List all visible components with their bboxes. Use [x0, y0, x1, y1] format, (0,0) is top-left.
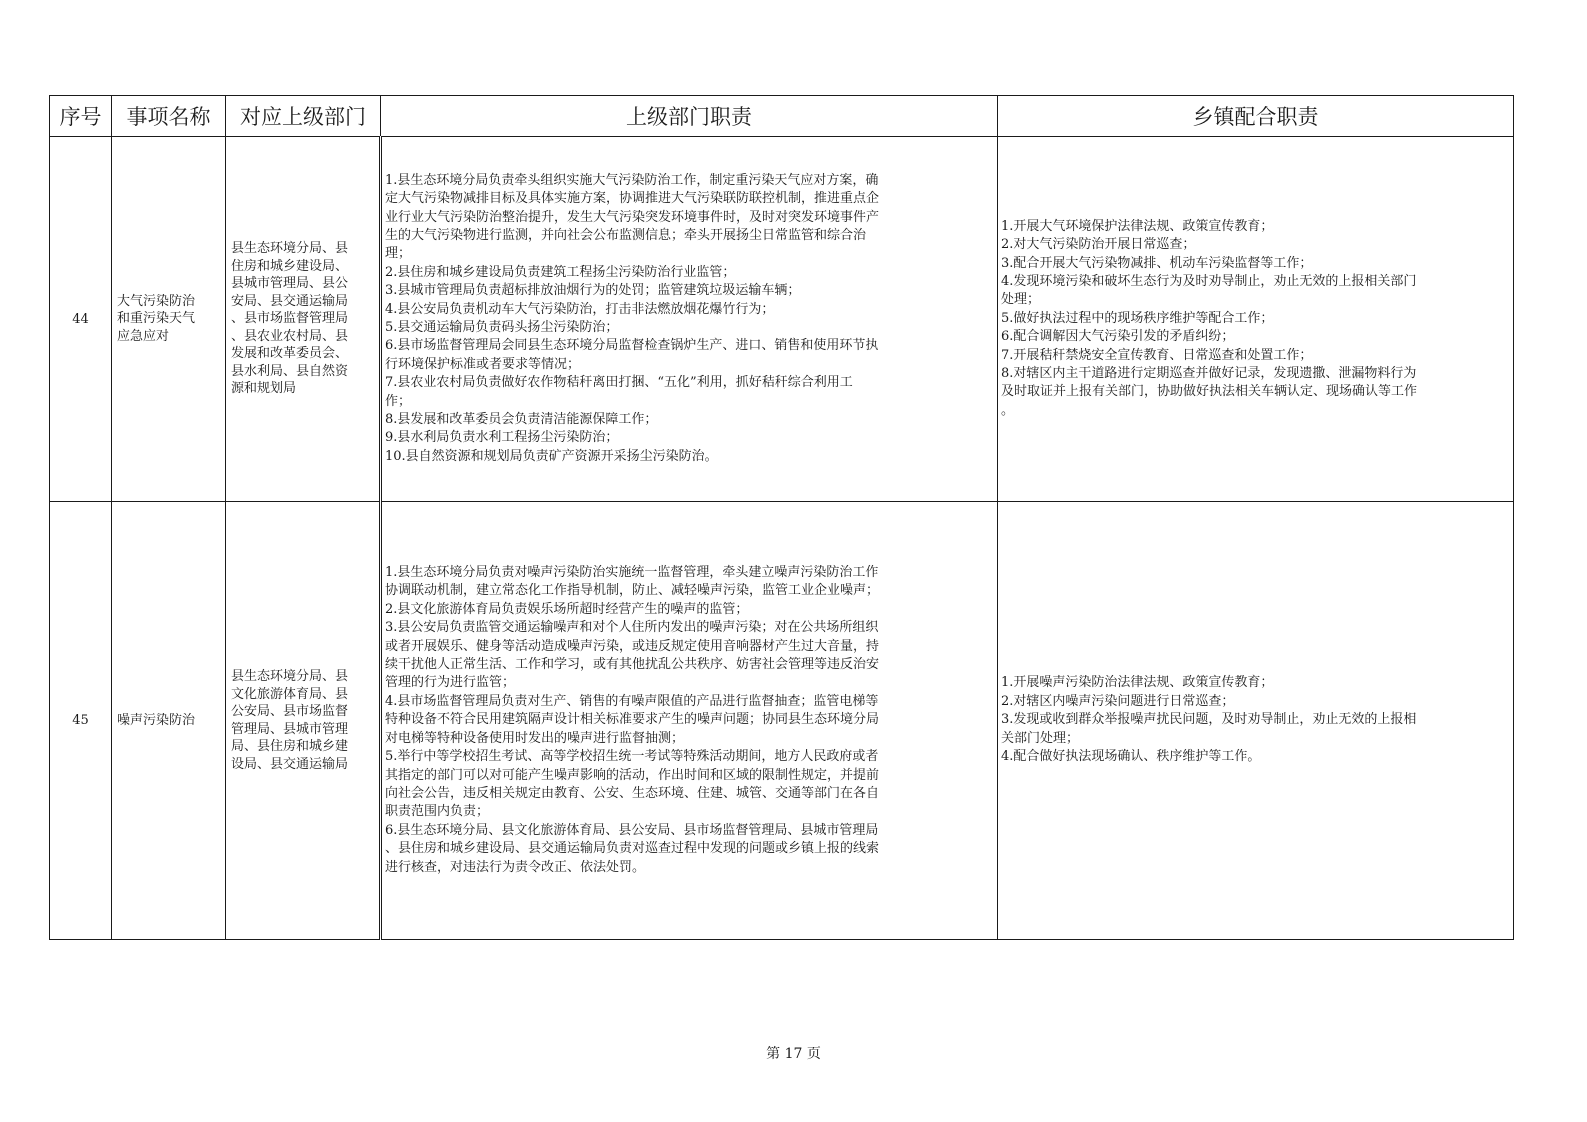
text-line: 文化旅游体育局、县 — [231, 686, 349, 702]
header-dept: 对应上级部门 — [226, 96, 381, 137]
text-line: 7.县农业农村局负责做好农作物秸秆离田打捆、“五化”利用，抓好秸秆综合利用工 — [385, 375, 853, 391]
text-line: 3.县公安局负责监管交通运输噪声和对个人住所内发出的噪声污染；对在公共场所组织 — [385, 620, 879, 636]
text-line: 。 — [1001, 402, 1015, 418]
text-line: 6.县市场监督管理局会同县生态环境分局监督检查锅炉生产、进口、销售和使用环节执 — [385, 338, 879, 354]
coop-text — [998, 674, 1513, 766]
text-line: 发展和改革委员会、 — [231, 346, 349, 362]
text-line: 职责范围内负责； — [385, 804, 490, 820]
text-line: 协调联动机制，建立常态化工作指导机制，防止、减轻噪声污染，监管工业企业噪声； — [385, 583, 880, 599]
responsibility-table — [49, 95, 1514, 940]
header-name: 事项名称 — [112, 96, 226, 137]
text-line: 县水利局、县自然资 — [231, 363, 349, 379]
text-line: 4.发现环境污染和破坏生态行为及时劝导制止，劝止无效的上报相关部门 — [1001, 273, 1417, 289]
text-line: 大气污染防治 — [117, 293, 196, 309]
header-coop: 乡镇配合职责 — [998, 96, 1514, 137]
text-line: 续干扰他人正常生活、工作和学习，或有其他扰乱公共秩序、妨害社会管理等违反治安 — [385, 657, 880, 673]
text-line: 噪声污染防治 — [117, 712, 196, 728]
text-line: 处理； — [1001, 292, 1041, 308]
text-line: 5.县交通运输局负责码头扬尘污染防治； — [385, 320, 619, 335]
text-line: 2.县文化旅游体育局负责娱乐场所超时经营产生的噪声的监管； — [385, 601, 749, 617]
text-line: 管理的行为进行监管； — [385, 675, 516, 691]
text-line: 特种设备不符合民用建筑隔声设计相关标准要求产生的噪声问题；协同县生态环境分局 — [385, 712, 880, 728]
text-line: 设局、县交通运输局 — [231, 756, 349, 772]
text-line: 对电梯等特种设备使用时发出的噪声进行监督抽测； — [385, 730, 685, 746]
text-line: 关部门处理； — [1001, 730, 1080, 746]
text-line: 1.县生态环境分局负责对噪声污染防治实施统一监督管理，牵头建立噪声污染防治工作 — [385, 565, 879, 581]
cell-coop — [998, 137, 1514, 502]
text-line: 6.县生态环境分局、县文化旅游体育局、县公安局、县市场监督管理局、县城市管理局 — [385, 822, 879, 838]
text-line: 3.配合开展大气污染物减排、机动车污染监督等工作； — [1001, 255, 1313, 271]
text-line: 县生态环境分局、县 — [231, 241, 349, 257]
cell-name — [112, 502, 226, 940]
text-line: 生的大气污染物进行监测，并向社会公布监测信息；牵头开展扬尘日常监管和综合治 — [385, 227, 867, 243]
table-row — [50, 502, 1514, 940]
text-line: 、县农业农村局、县 — [231, 328, 349, 344]
duty-text — [382, 564, 997, 877]
cell-duty — [381, 502, 998, 940]
cell-dept — [226, 137, 381, 502]
text-line: 业行业大气污染防治整治提升，发生大气污染突发环境事件时，及时对突发环境事件产 — [385, 209, 880, 225]
text-line: 、县住房和城乡建设局、县交通运输局负责对巡查过程中发现的问题或乡镇上报的线索 — [385, 841, 880, 857]
text-line: 2.对辖区内噪声污染问题进行日常巡查； — [1001, 693, 1235, 709]
text-line: 和重污染天气 — [117, 311, 196, 327]
cell-coop — [998, 502, 1514, 940]
text-line: 6.配合调解因大气污染引发的矛盾纠纷； — [1001, 329, 1235, 345]
text-line: 源和规划局 — [231, 381, 297, 397]
text-line: 3.县城市管理局负责超标排放油烟行为的处罚；监管建筑垃圾运输车辆； — [385, 283, 801, 299]
table-header — [50, 96, 1514, 137]
page-number: 第 17 页 — [766, 1046, 821, 1062]
text-line: 作； — [385, 393, 412, 409]
text-line: 4.配合做好执法现场确认、秩序维护等工作。 — [1001, 749, 1261, 765]
text-line: 8.对辖区内主干道路进行定期巡查并做好记录，发现遗撒、泄漏物料行为 — [1001, 366, 1417, 382]
text-line: 管理局、县城市管理 — [231, 721, 349, 737]
text-line: 其指定的部门可以对可能产生噪声影响的活动，作出时间和区域的限制性规定，并提前 — [385, 767, 880, 783]
text-line: 向社会公告，违反相关规定由教育、公安、生态环境、住建、城管、交通等部门在各自 — [385, 785, 880, 801]
table-row — [50, 137, 1514, 502]
text-line: 8.县发展和改革委员会负责清洁能源保障工作； — [385, 412, 658, 428]
text-line: 局、县住房和城乡建 — [231, 739, 349, 754]
text-line: 7.开展秸秆禁烧安全宣传教育、日常巡查和处置工作； — [1001, 347, 1313, 363]
text-line: 理； — [385, 246, 412, 262]
header-duty: 上级部门职责 — [381, 96, 998, 137]
duty-text — [382, 172, 997, 467]
text-line: 县生态环境分局、县 — [231, 669, 349, 684]
text-line: 进行核查，对违法行为责令改正、依法处罚。 — [385, 859, 646, 875]
text-line: 1.开展噪声污染防治法律法规、政策宣传教育； — [1001, 675, 1274, 691]
text-line: 安局、县交通运输局 — [231, 293, 349, 309]
text-line: 4.县市场监督管理局负责对生产、销售的有噪声限值的产品进行监督抽查；监管电梯等 — [385, 693, 879, 709]
text-line: 10.县自然资源和规划局负责矿产资源开采扬尘污染防治。 — [385, 448, 718, 464]
text-line: 1.县生态环境分局负责牵头组织实施大气污染防治工作，制定重污染天气应对方案，确 — [385, 172, 879, 188]
text-line: 、县市场监督管理局 — [231, 311, 349, 327]
text-line: 行环境保护标准或者要求等情况； — [385, 356, 581, 372]
text-line: 4.县公安局负责机动车大气污染防治，打击非法燃放烟花爆竹行为； — [385, 301, 775, 317]
cell-duty — [381, 137, 998, 502]
text-line: 或者开展娱乐、健身等活动造成噪声污染，或违反规定使用音响器材产生过大音量，持 — [385, 638, 880, 654]
text-line: 3.发现或收到群众举报噪声扰民问题，及时劝导制止，劝止无效的上报相 — [1001, 712, 1417, 728]
text-line: 9.县水利局负责水利工程扬尘污染防治； — [385, 430, 619, 446]
coop-text — [998, 218, 1513, 420]
text-line: 公安局、县市场监督 — [231, 704, 349, 719]
text-line: 住房和城乡建设局、 — [231, 258, 349, 274]
cell-name — [112, 137, 226, 502]
text-line: 5.举行中等学校招生考试、高等学校招生统一考试等特殊活动期间，地方人民政府或者 — [385, 749, 879, 765]
text-line: 2.对大气污染防治开展日常巡查； — [1001, 237, 1196, 253]
text-line: 县城市管理局、县公 — [231, 276, 349, 292]
table-body — [50, 137, 1514, 940]
text-line: 及时取证并上报有关部门，协助做好执法相关车辆认定、现场确认等工作 — [1001, 384, 1418, 400]
text-line: 应急应对 — [117, 328, 170, 344]
text-line: 1.开展大气环境保护法律法规、政策宣传教育； — [1001, 218, 1274, 234]
cell-no: 45 — [50, 502, 112, 940]
header-no: 序号 — [50, 96, 112, 137]
cell-dept — [226, 502, 381, 940]
text-line: 定大气污染物减排目标及具体实施方案，协调推进大气污染联防联控机制，推进重点企 — [385, 191, 880, 207]
text-line: 5.做好执法过程中的现场秩序维护等配合工作； — [1001, 310, 1274, 326]
cell-no: 44 — [50, 137, 112, 502]
text-line: 2.县住房和城乡建设局负责建筑工程扬尘污染防治行业监管； — [385, 264, 736, 280]
